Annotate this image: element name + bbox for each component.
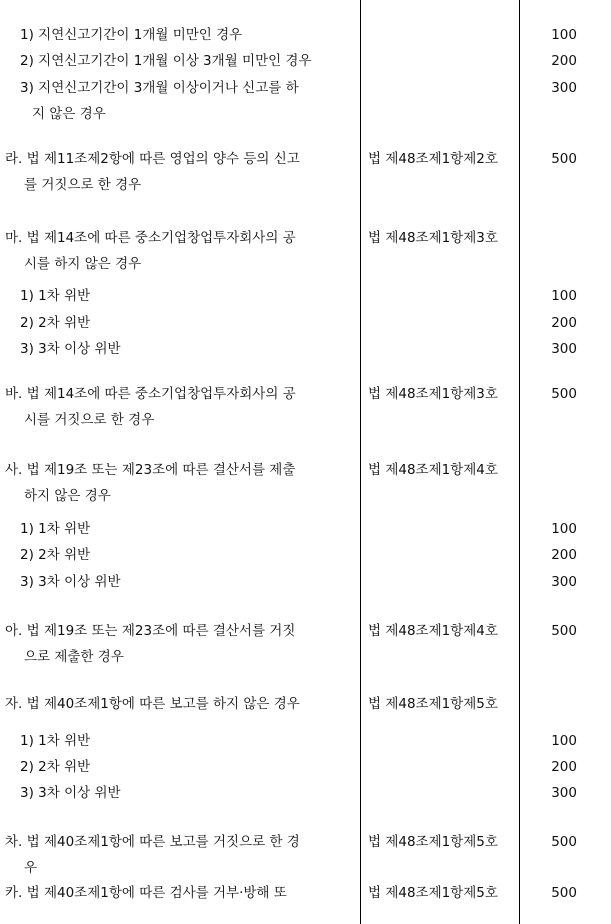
legal-basis: 법 제48조제1항제4호: [368, 462, 498, 478]
legal-basis: 법 제48조제1항제3호: [368, 386, 498, 402]
legal-basis: 법 제48조제1항제4호: [368, 623, 498, 639]
reason-text: 카. 법 제40조제1항에 따른 검사를 거부·방해 또: [5, 885, 287, 901]
reason-text: 시를 하지 않은 경우: [24, 256, 142, 272]
fine-amount: 200: [551, 315, 577, 331]
fine-amount: 300: [551, 80, 577, 96]
legal-basis: 법 제48조제1항제5호: [368, 696, 498, 712]
reason-text: 바. 법 제14조에 따른 중소기업창업투자회사의 공: [5, 386, 296, 402]
reason-text: 시를 거짓으로 한 경우: [24, 412, 155, 428]
legal-basis: 법 제48조제1항제5호: [368, 834, 498, 850]
reason-text: 자. 법 제40조제1항에 따른 보고를 하지 않은 경우: [5, 696, 300, 712]
reason-text: 2) 2차 위반: [20, 547, 91, 563]
fine-amount: 300: [551, 341, 577, 357]
reason-text: 3) 3차 이상 위반: [20, 785, 121, 801]
fine-amount: 300: [551, 785, 577, 801]
fine-amount: 200: [551, 759, 577, 775]
fine-amount: 300: [551, 574, 577, 590]
reason-text: 우: [24, 860, 38, 876]
reason-text: 1) 지연신고기간이 1개월 미만인 경우: [20, 27, 243, 43]
fine-amount: 200: [551, 53, 577, 69]
fine-amount: 200: [551, 547, 577, 563]
fine-amount: 500: [551, 885, 577, 901]
reason-text: 3) 3차 이상 위반: [20, 341, 121, 357]
reason-text: 1) 1차 위반: [20, 521, 91, 537]
reason-text: 1) 1차 위반: [20, 288, 91, 304]
reason-text: 아. 법 제19조 또는 제23조에 따른 결산서를 거짓: [5, 623, 296, 639]
reason-text: 사. 법 제19조 또는 제23조에 따른 결산서를 제출: [5, 462, 296, 478]
legal-basis: 법 제48조제1항제5호: [368, 885, 498, 901]
reason-text: 마. 법 제14조에 따른 중소기업창업투자회사의 공: [5, 230, 296, 246]
reason-text: 2) 2차 위반: [20, 315, 91, 331]
reason-text: 3) 지연신고기간이 3개월 이상이거나 신고를 하: [20, 80, 299, 96]
reason-text: 지 않은 경우: [32, 106, 106, 122]
legal-basis: 법 제48조제1항제2호: [368, 151, 498, 167]
reason-text: 하지 않은 경우: [24, 488, 111, 504]
fine-amount: 100: [551, 733, 577, 749]
reason-text: 차. 법 제40조제1항에 따른 보고를 거짓으로 한 경: [5, 834, 300, 850]
fine-amount: 500: [551, 834, 577, 850]
reason-text: 3) 3차 이상 위반: [20, 574, 121, 590]
reason-text: 2) 지연신고기간이 1개월 이상 3개월 미만인 경우: [20, 53, 312, 69]
fine-amount: 500: [551, 623, 577, 639]
fine-amount: 100: [551, 521, 577, 537]
reason-text: 으로 제출한 경우: [24, 649, 124, 665]
reason-text: 1) 1차 위반: [20, 733, 91, 749]
fine-amount: 500: [551, 151, 577, 167]
reason-text: 를 거짓으로 한 경우: [24, 177, 142, 193]
fine-amount: 500: [551, 386, 577, 402]
fine-amount: 100: [551, 27, 577, 43]
reason-text: 라. 법 제11조제2항에 따른 영업의 양수 등의 신고: [5, 151, 300, 167]
column-divider-right: [519, 0, 520, 924]
fine-amount: 100: [551, 288, 577, 304]
reason-text: 2) 2차 위반: [20, 759, 91, 775]
legal-basis: 법 제48조제1항제3호: [368, 230, 498, 246]
